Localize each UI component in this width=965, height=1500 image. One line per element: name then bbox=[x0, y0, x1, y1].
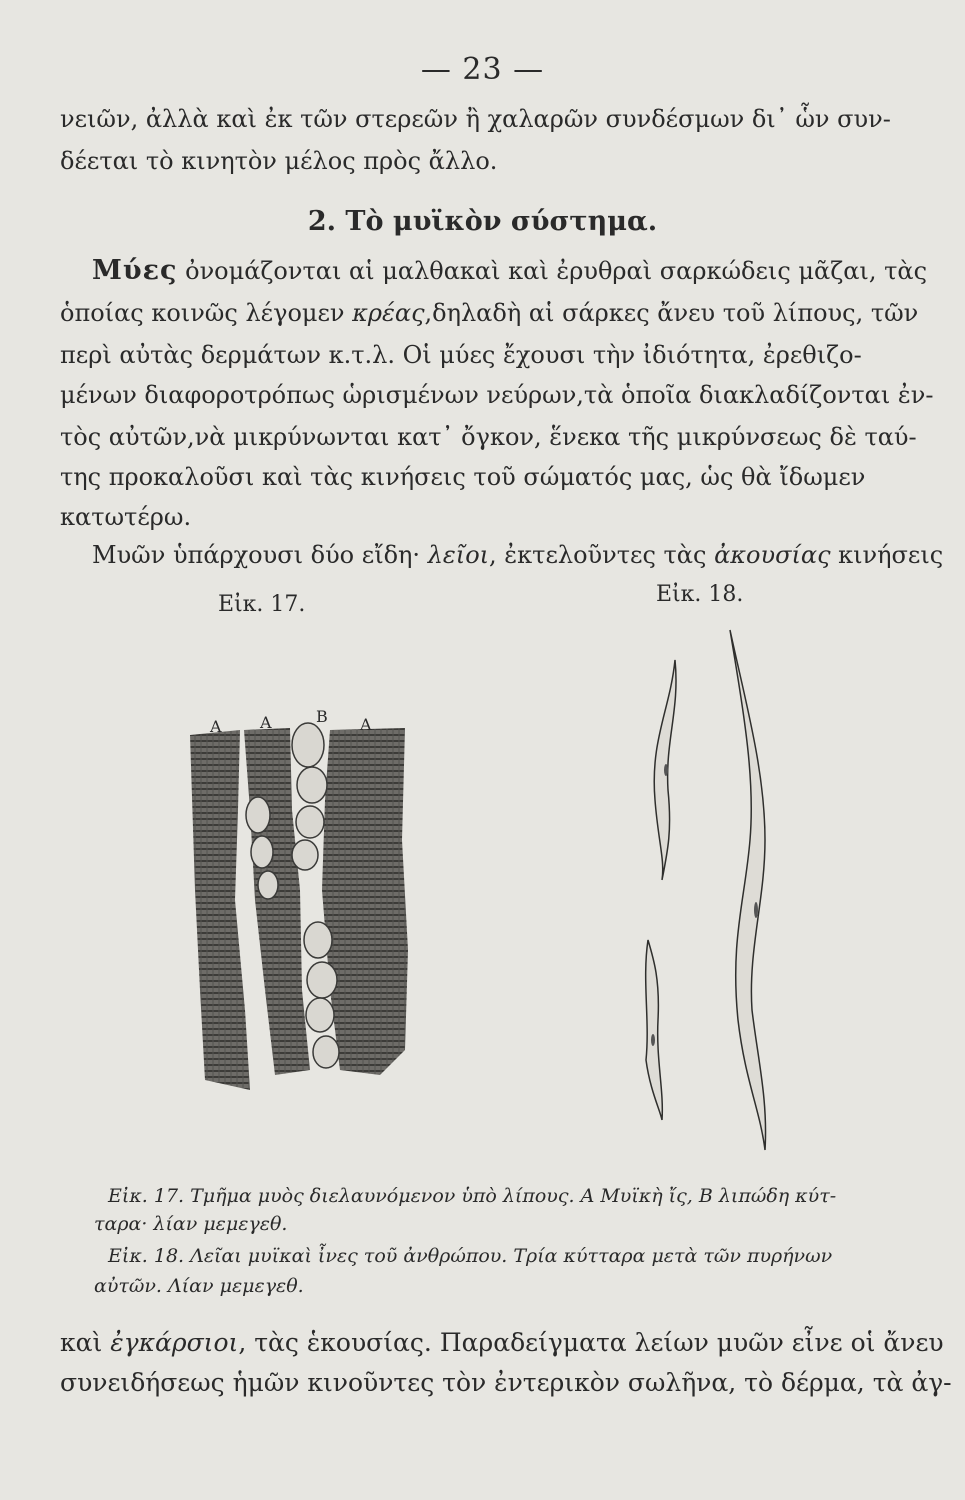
text-line: της προκαλοῦσι καὶ τὰς κινήσεις τοῦ σώματός μας, ὡς θὰ ἴδωμεν bbox=[60, 463, 866, 491]
figure-marker: A bbox=[260, 713, 272, 732]
lead-term: Μύες bbox=[92, 255, 178, 286]
text-span: , ἐκτελοῦντες τὰς bbox=[489, 541, 715, 569]
text-line: τὸς αὐτῶν,νὰ μικρύνωνται κατ᾽ ὄγκον, ἕνεκα τῆς μικρύνσεως δὲ ταύ- bbox=[60, 423, 917, 451]
text-line: περὶ αὐτὰς δερμάτων κ.τ.λ. Οἱ μύες ἔχουσι τὴν ἰδιότητα, ἐρεθιζο- bbox=[60, 341, 862, 369]
figure-caption: Εἰκ. 18. Λεῖαι μυϊκαὶ ἶνες τοῦ ἀνθρώπου. Τρία κύτταρα μετὰ τῶν πυρήνων bbox=[108, 1245, 833, 1267]
text-span: κινήσεις bbox=[830, 541, 944, 569]
text-span: ,δηλαδὴ αἱ σάρκες ἄνευ τοῦ λίπους, τῶν bbox=[424, 299, 919, 327]
figure-marker: A bbox=[360, 715, 372, 734]
text-span: καὶ bbox=[60, 1328, 111, 1357]
text-line: δέεται τὸ κινητὸν μέλος πρὸς ἄλλο. bbox=[60, 147, 498, 175]
text-line: μένων διαφοροτρόπως ὡρισμένων νεύρων,τὰ ὁποῖα διακλαδίζονται ἐν- bbox=[60, 381, 934, 409]
figure-18-illustration bbox=[620, 620, 800, 1160]
italic-term: ἀκουσίας bbox=[714, 541, 831, 569]
text-line: νειῶν, ἀλλὰ καὶ ἐκ τῶν στερεῶν ἢ χαλαρῶν συνδέσμων δι᾽ ὧν συν- bbox=[60, 105, 891, 133]
italic-term: ἐγκάρσιοι bbox=[110, 1328, 239, 1357]
section-heading: 2. Τὸ μυϊκὸν σύστημα. bbox=[307, 206, 658, 237]
text-line bbox=[92, 255, 928, 286]
figure-caption: Εἰκ. 17. Τμῆμα μυὸς διελαυνόμενον ὑπὸ λίπους. Α Μυϊκὴ ἴς, Β λιπώδη κύτ- bbox=[108, 1185, 837, 1207]
figure-18-label: Εἰκ. 18. bbox=[656, 582, 744, 607]
italic-term: κρέας bbox=[352, 299, 425, 327]
figure-caption: αὐτῶν. Λίαν μεμεγεθ. bbox=[94, 1275, 304, 1297]
text-span: ὁποίας κοινῶς λέγομεν bbox=[60, 299, 353, 327]
text-span: Μυῶν ὑπάρχουσι δύο εἴδη· bbox=[92, 541, 428, 569]
figure-marker: A bbox=[210, 717, 222, 736]
page-number: — 23 — bbox=[420, 52, 545, 87]
text-span: , τὰς ἑκουσίας. Παραδείγματα λείων μυῶν εἶνε οἱ ἄνευ bbox=[238, 1328, 944, 1357]
italic-term: λεῖοι bbox=[427, 541, 490, 569]
text-line bbox=[60, 1328, 944, 1358]
text-line: κατωτέρω. bbox=[60, 503, 192, 531]
text-line bbox=[92, 540, 944, 570]
figure-caption: ταρα· λίαν μεμεγεθ. bbox=[94, 1213, 288, 1235]
figure-17-label: Εἰκ. 17. bbox=[218, 592, 306, 617]
text-line bbox=[60, 298, 919, 328]
text-span: ὀνομάζονται αἱ μαλθακαὶ καὶ ἐρυθραὶ σαρκώδεις μᾶζαι, τὰς bbox=[177, 257, 928, 285]
figure-marker: B bbox=[316, 707, 328, 726]
text-line: συνειδήσεως ἡμῶν κινοῦντες τὸν ἐντερικὸν σωλῆνα, τὸ δέρμα, τὰ ἀγ- bbox=[60, 1368, 952, 1397]
figure-17-illustration bbox=[180, 690, 410, 1090]
